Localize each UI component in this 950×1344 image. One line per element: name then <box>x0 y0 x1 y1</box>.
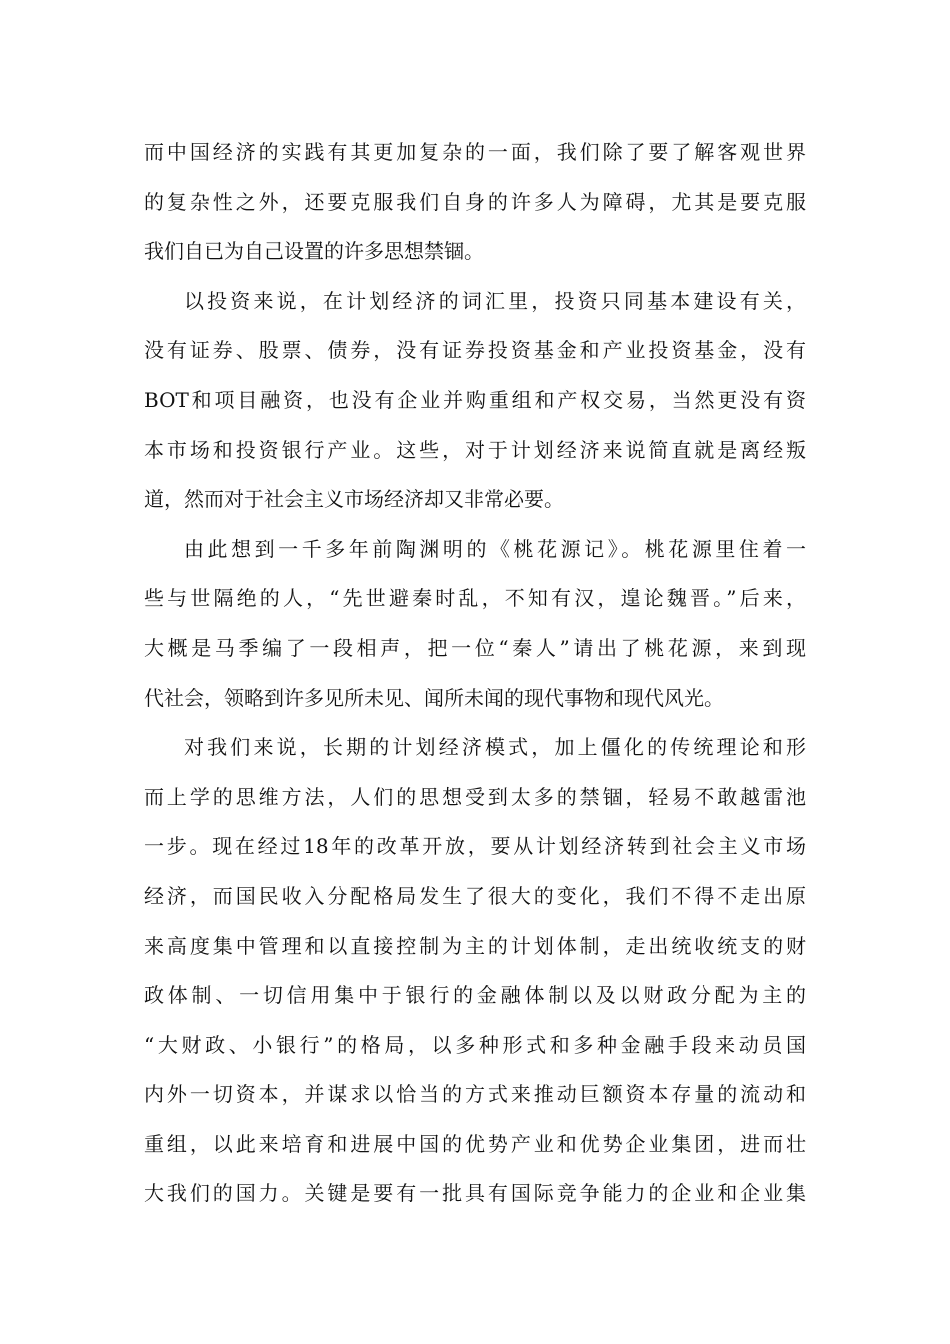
document-body <box>144 128 806 1219</box>
text-line: 而上学的思维方法，人们的思想受到太多的禁锢，轻易不敢越雷池 <box>144 784 806 809</box>
text-line: 大我们的国力。关键是要有一批具有国际竞争能力的企业和企业集 <box>144 1181 806 1206</box>
text-line: 道，然而对于社会主义市场经济却又非常必要。 <box>144 487 564 512</box>
text-line: 一步。现在经过18年的改革开放，要从计划经济转到社会主义市场 <box>144 834 806 859</box>
text-line: 我们自已为自己设置的许多思想禁锢。 <box>144 239 484 264</box>
text-line: 由此想到一千多年前陶渊明的《桃花源记》。桃花源里住着一 <box>184 536 806 561</box>
text-line: 来高度集中管理和以直接控制为主的计划体制，走出统收统支的财 <box>144 933 806 958</box>
text-line: 代社会，领略到许多见所未见、闻所未闻的现代事物和现代风光。 <box>144 685 724 710</box>
text-line: 重组，以此来培育和进展中国的优势产业和优势企业集团，进而壮 <box>144 1131 806 1156</box>
text-line: 的复杂性之外，还要克服我们自身的许多人为障碍，尤其是要克服 <box>144 189 806 214</box>
text-line: BOT和项目融资，也没有企业并购重组和产权交易，当然更没有资 <box>144 387 806 412</box>
text-line: 对我们来说，长期的计划经济模式，加上僵化的传统理论和形 <box>184 735 806 760</box>
text-line: 内外一切资本，并谋求以恰当的方式来推动巨额资本存量的流动和 <box>144 1082 806 1107</box>
text-line: 本市场和投资银行产业。这些，对于计划经济来说简直就是离经叛 <box>144 437 806 462</box>
text-line: 经济，而国民收入分配格局发生了很大的变化，我们不得不走出原 <box>144 883 806 908</box>
text-line: 以投资来说，在计划经济的词汇里，投资只同基本建设有关， <box>184 288 806 313</box>
text-line: “大财政、小银行”的格局，以多种形式和多种金融手段来动员国 <box>144 1032 806 1057</box>
text-line: 而中国经济的实践有其更加复杂的一面，我们除了要了解客观世界 <box>144 140 806 164</box>
text-line: 大概是马季编了一段相声，把一位“秦人”请出了桃花源，来到现 <box>144 635 806 660</box>
text-line: 些与世隔绝的人，“先世避秦时乱，不知有汉，遑论魏晋。”后来， <box>144 586 806 611</box>
text-line: 没有证券、股票、债券，没有证券投资基金和产业投资基金，没有 <box>144 338 806 363</box>
text-line: 政体制、一切信用集中于银行的金融体制以及以财政分配为主的 <box>144 983 806 1008</box>
